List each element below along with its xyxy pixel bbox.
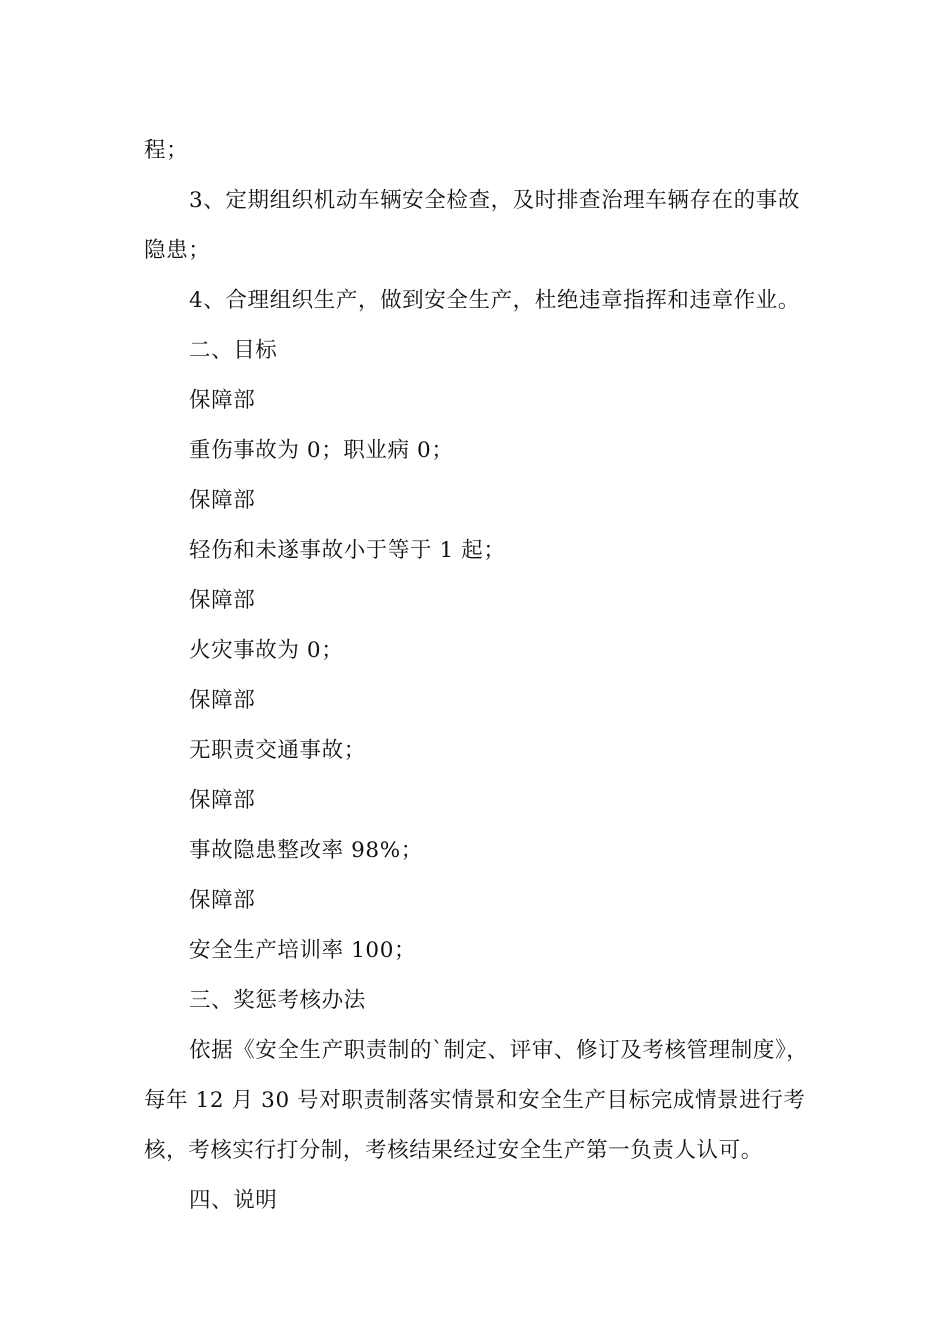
paragraph-item-3: [144, 176, 816, 226]
paragraph-assessment-cont: [144, 1126, 816, 1176]
text-line: 火灾事故为 0；: [189, 638, 344, 663]
paragraph-item-4: [144, 276, 816, 326]
paragraph-item-3-cont: [144, 226, 816, 276]
text-line: 事故隐患整改率 98%；: [189, 838, 423, 863]
target-item: [144, 826, 816, 876]
text-line: 核，考核实行打分制，考核结果经过安全生产第一负责人认可。: [144, 1138, 763, 1163]
paragraph-continuation: [144, 126, 816, 176]
text-line: 保障部: [189, 788, 256, 813]
heading-text: 四、说明: [189, 1188, 278, 1213]
paragraph-assessment-cont: [144, 1076, 816, 1126]
text-line: 依据《安全生产职责制的`制定、评审、修订及考核管理制度》，: [189, 1038, 809, 1063]
department-label: [144, 776, 816, 826]
target-item: [144, 726, 816, 776]
text-line: 程；: [144, 138, 189, 163]
text-line: 无职责交通事故；: [189, 738, 366, 763]
section-heading-assessment: [144, 976, 816, 1026]
department-label: [144, 476, 816, 526]
department-label: [144, 376, 816, 426]
department-label: [144, 676, 816, 726]
target-item: [144, 526, 816, 576]
heading-text: 三、奖惩考核办法: [189, 988, 366, 1013]
section-heading-targets: [144, 326, 816, 376]
text-line: 保障部: [189, 488, 256, 513]
heading-text: 二、目标: [189, 338, 278, 363]
department-label: [144, 876, 816, 926]
department-label: [144, 576, 816, 626]
text-line: 保障部: [189, 688, 256, 713]
section-heading-notes: [144, 1176, 816, 1226]
text-line: 4、合理组织生产，做到安全生产，杜绝违章指挥和违章作业。: [189, 288, 800, 313]
text-line: 保障部: [189, 888, 256, 913]
paragraph-assessment: [144, 1026, 816, 1076]
text-line: 每年 12 月 30 号对职责制落实情景和安全生产目标完成情景进行考: [144, 1088, 806, 1113]
text-line: 保障部: [189, 388, 256, 413]
target-item: [144, 426, 816, 476]
target-item: [144, 626, 816, 676]
text-line: 安全生产培训率 100；: [189, 938, 417, 963]
text-line: 3、定期组织机动车辆安全检查，及时排查治理车辆存在的事故: [189, 188, 800, 213]
text-line: 隐患；: [144, 238, 211, 263]
text-line: 重伤事故为 0；职业病 0；: [189, 438, 454, 463]
text-line: 保障部: [189, 588, 256, 613]
target-item: [144, 926, 816, 976]
text-line: 轻伤和未遂事故小于等于 1 起；: [189, 538, 506, 563]
